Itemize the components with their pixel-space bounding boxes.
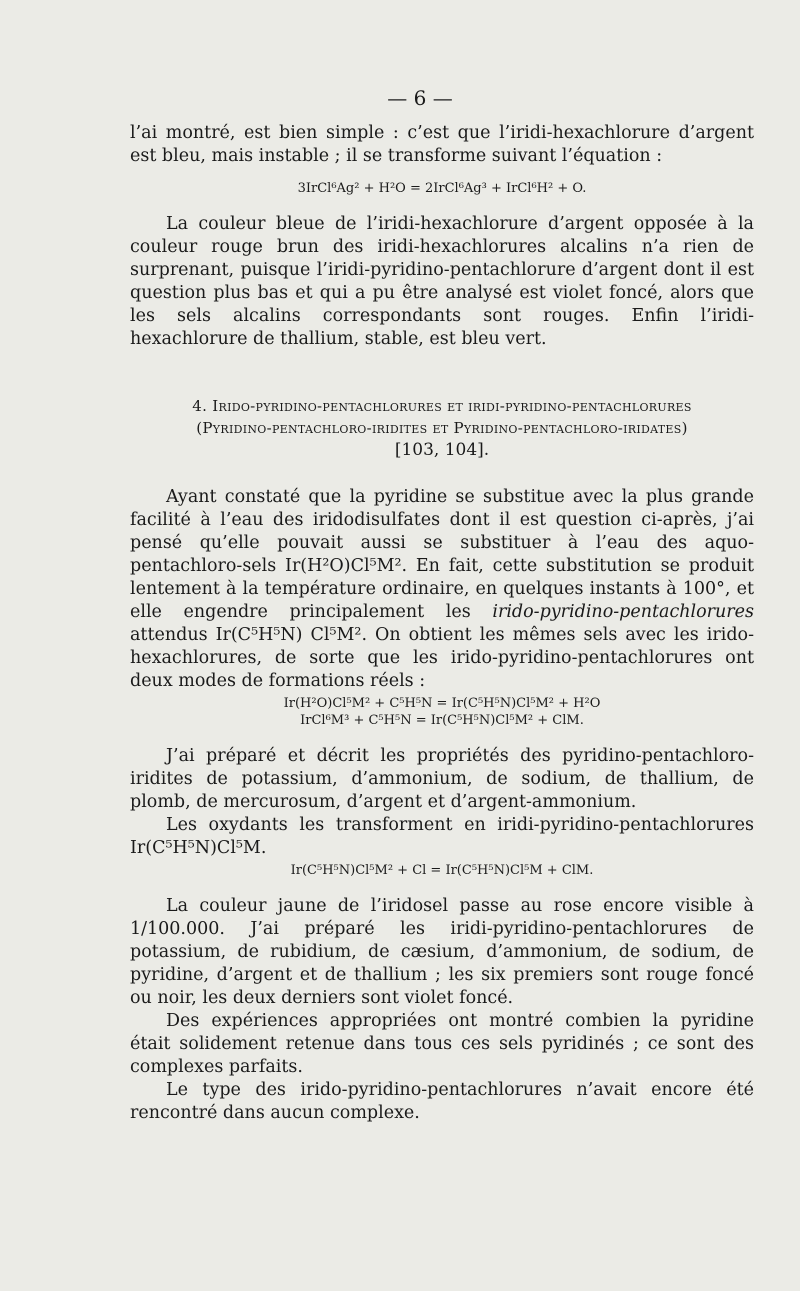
page-number: — 6 — — [387, 86, 453, 110]
paragraph-6: La couleur jaune de l’iridosel passe au rose encore visible à 1/100.000. J’ai préparé les iridi-pyridino-pentachlorures de potassium, de rubidium, de cæsium, d’ammonium, de sodium, de pyridine, d’argent et de thallium ; les six premiers sont rouge foncé ou noir, les deux derniers sont violet foncé. — [130, 896, 754, 1008]
heading-reference: [103, 104]. — [394, 440, 490, 460]
paragraph-8: Le type des irido-pyridino-pentachlorures n’avait encore été rencontré dans aucun complexe. — [130, 1080, 754, 1123]
paragraph-3-text: Ayant constaté que la pyridine se substitue avec la plus grande facilité à l’eau des iridodisulfates dont il est question ci-après, j’ai pensé qu’elle pouvait aussi se substituer à l’eau des aquo-pentachloro-sels Ir(H²O)Cl⁵M². En fait, cette substitution se produit lentement à la température ordinaire, en quelques instants à 100°, et elle engendre principalement les — [130, 487, 754, 622]
paragraph-7: Des expériences appropriées ont montré combien la pyridine était solidement retenue dans tous ces sels pyridinés ; ce sont des complexes parfaits. — [130, 1011, 754, 1077]
paragraph-3-end: attendus Ir(C⁵H⁵N) Cl⁵M². On obtient les mêmes sels avec les irido-hexachlorures, de sorte que les irido-pyridino-pentachlorures ont deux modes de formations réels : — [130, 625, 754, 691]
paragraph-3-italic: irido-pyridino-pentachlorures — [492, 602, 754, 622]
heading-line-1: 4. Irido-pyridino-pentachlorures et iridi-pyridino-pentachlorures — [192, 397, 692, 415]
paragraph-5: Les oxydants les transforment en iridi-pyridino-pentachlorures Ir(C⁵H⁵N)Cl⁵M. — [130, 815, 754, 858]
equation-1: 3IrCl⁶Ag² + H²O = 2IrCl⁶Ag³ + IrCl⁶H² + O. — [297, 181, 587, 196]
equation-2: Ir(H²O)Cl⁵M² + C⁵H⁵N = Ir(C⁵H⁵N)Cl⁵M² + H²O — [283, 696, 601, 711]
paragraph-3 — [130, 486, 754, 693]
paragraph-1: l’ai montré, est bien simple : c’est que l’iridi-hexachlorure d’argent est bleu, mais instable ; il se transforme suivant l’équation : — [130, 123, 754, 166]
paragraph-2: La couleur bleue de l’iridi-hexachlorure d’argent opposée à la couleur rouge brun des iridi-hexachlorures alcalins n’a rien de surprenant, puisque l’iridi-pyridino-pentachlorure d’argent dont il est question plus bas et qui a pu être analysé est violet foncé, alors que les sels alcalins correspondants sont rouges. Enfin l’iridi-hexachlorure de thallium, stable, est bleu vert. — [130, 214, 754, 349]
section-heading — [130, 395, 754, 462]
paragraph-4: J’ai préparé et décrit les propriétés des pyridino-pentachloro-iridites de potassium, d’ammonium, de sodium, de thallium, de plomb, de mercurosum, d’argent et d’argent-ammonium. — [130, 746, 754, 812]
heading-line-2: (Pyridino-pentachloro-iridites et Pyridino-pentachloro-iridates) — [196, 419, 688, 437]
equation-3: IrCl⁶M³ + C⁵H⁵N = Ir(C⁵H⁵N)Cl⁵M² + ClM. — [300, 713, 584, 728]
equation-4: Ir(C⁵H⁵N)Cl⁵M² + Cl = Ir(C⁵H⁵N)Cl⁵M + ClM. — [290, 863, 594, 878]
text-column — [130, 122, 754, 1125]
